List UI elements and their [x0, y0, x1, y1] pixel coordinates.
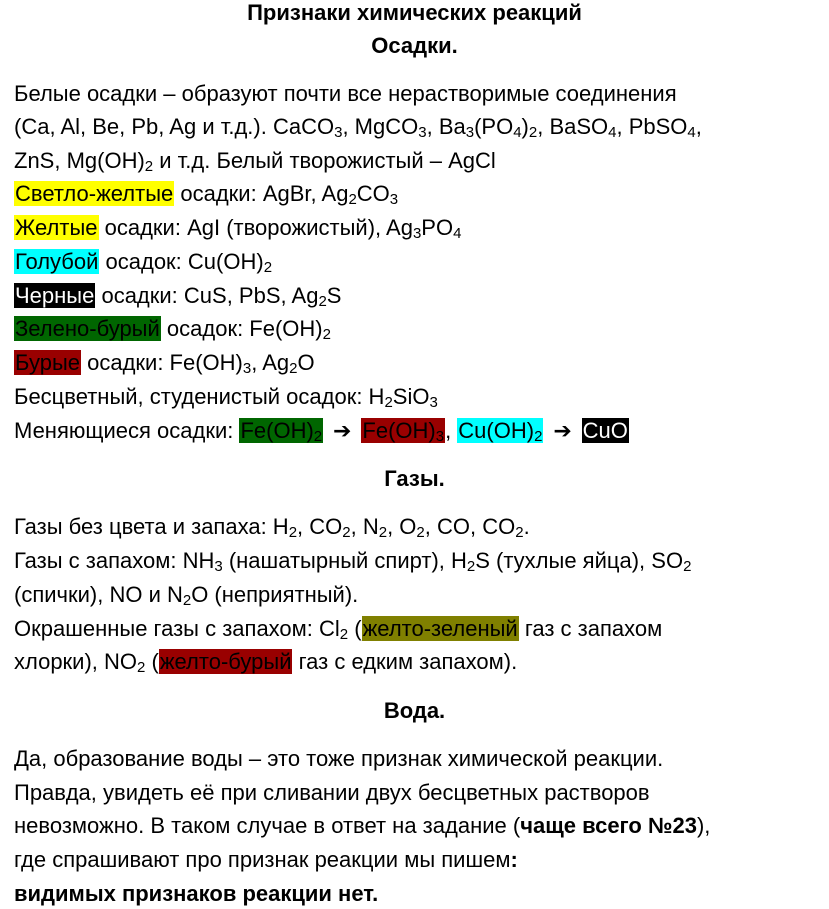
brown-precip-line: Бурые осадки: $Fe(OH)_3$, $Ag_2O$ [15, 350, 315, 377]
green-brown-label: Зелено-бурый [15, 316, 160, 341]
section-heading-water: Вода. [383, 698, 446, 723]
brown-label: Бурые [15, 350, 80, 375]
water-line-5 [14, 879, 378, 909]
white-precip-line-2: (Ca, Al, Be, Pb, Ag и т.д.). CaCO$_3$, MgCO$_3$, $Ba_3(PO_4)_2$, BaSO$_4$, PbSO$_4$, [14, 114, 702, 141]
green-brown-precip-line: Зелено-бурый осадок: $Fe(OH)_2$ [15, 316, 331, 343]
yellow-green-highlight: желто-зеленый [362, 616, 518, 641]
white-precip-line-1 [14, 79, 677, 109]
yellow-label: Желтые [15, 215, 98, 240]
page-title: Признаки химических реакций [247, 0, 582, 25]
fe-oh-2-highlight: $Fe(OH)_2$ [240, 418, 323, 445]
gases-line-2: Газы с запахом: $NH_3$ (нашатырный спирт), $H_2S$ (тухлые яйца), $SO_2$ [14, 548, 692, 575]
section-heading-gases: Газы. [384, 466, 445, 491]
black-precip-line: Черные осадки: CuS, PbS, $Ag_2S$ [15, 283, 342, 310]
arrow-icon: ➔ [333, 418, 352, 443]
water-line-2: Правда, увидеть её при сливании двух бесцветных растворов [14, 780, 650, 805]
cuo-highlight: CuO [582, 418, 628, 443]
gases-line-5: хлорки), $NO_2$ (желто-бурый газ с едким запахом). [14, 649, 518, 676]
water-line-1: Да, образование воды – это тоже признак химической реакции. [14, 746, 664, 771]
gases-line-1: Газы без цвета и запаха: $H_2$, $CO_2$, $N_2$, $O_2$, CO, $CO_2$. [14, 514, 530, 541]
light-yellow-precip-line: Светло-желтые осадки: AgBr, $Ag_2CO_3$ [15, 181, 399, 208]
section-heading-precipitates: Осадки. [371, 33, 458, 58]
water-line-4: где спрашивают про признак реакции мы пишем: [14, 847, 518, 872]
changing-precip-line: Меняющиеся осадки: $Fe(OH)_2$ ➔ $Fe(OH)_3$, $Cu(OH)_2$ ➔ CuO [14, 418, 628, 445]
conclusion-bold: видимых признаков реакции нет. [14, 881, 379, 906]
yellow-precip-line: Желтые осадки: AgI (творожистый), $Ag_3PO_4$ [15, 215, 462, 242]
gases-line-3: (спички), NO и $N_2O$ (неприятный). [14, 582, 359, 609]
arrow-icon: ➔ [553, 418, 572, 443]
light-yellow-label: Светло-желтые [15, 181, 174, 206]
blue-precip-line: Голубой осадок: $Cu(OH)_2$ [15, 249, 273, 276]
fe-oh-3-highlight: $Fe(OH)_3$ [362, 418, 445, 445]
yellow-brown-highlight: желто-бурый [159, 649, 292, 674]
white-precip-line-3: ZnS, $Mg(OH)_2$ и т.д. Белый творожистый – AgCl [14, 148, 496, 175]
text: Белые осадки – образуют почти все нерастворимые соединения [14, 81, 677, 106]
task-number-bold: чаще всего №23 [520, 813, 697, 838]
blue-label: Голубой [15, 249, 99, 274]
colorless-precip-line: Бесцветный, студенистый осадок: $H_2SiO_3$ [14, 384, 438, 411]
water-line-3: невозможно. В таком случае в ответ на задание (чаще всего №23), [14, 813, 711, 838]
black-label: Черные [15, 283, 95, 308]
cu-oh-2-highlight: $Cu(OH)_2$ [458, 418, 543, 445]
gases-line-4: Окрашенные газы с запахом: $Cl_2$ (желто-зеленый газ с запахом [14, 616, 663, 643]
